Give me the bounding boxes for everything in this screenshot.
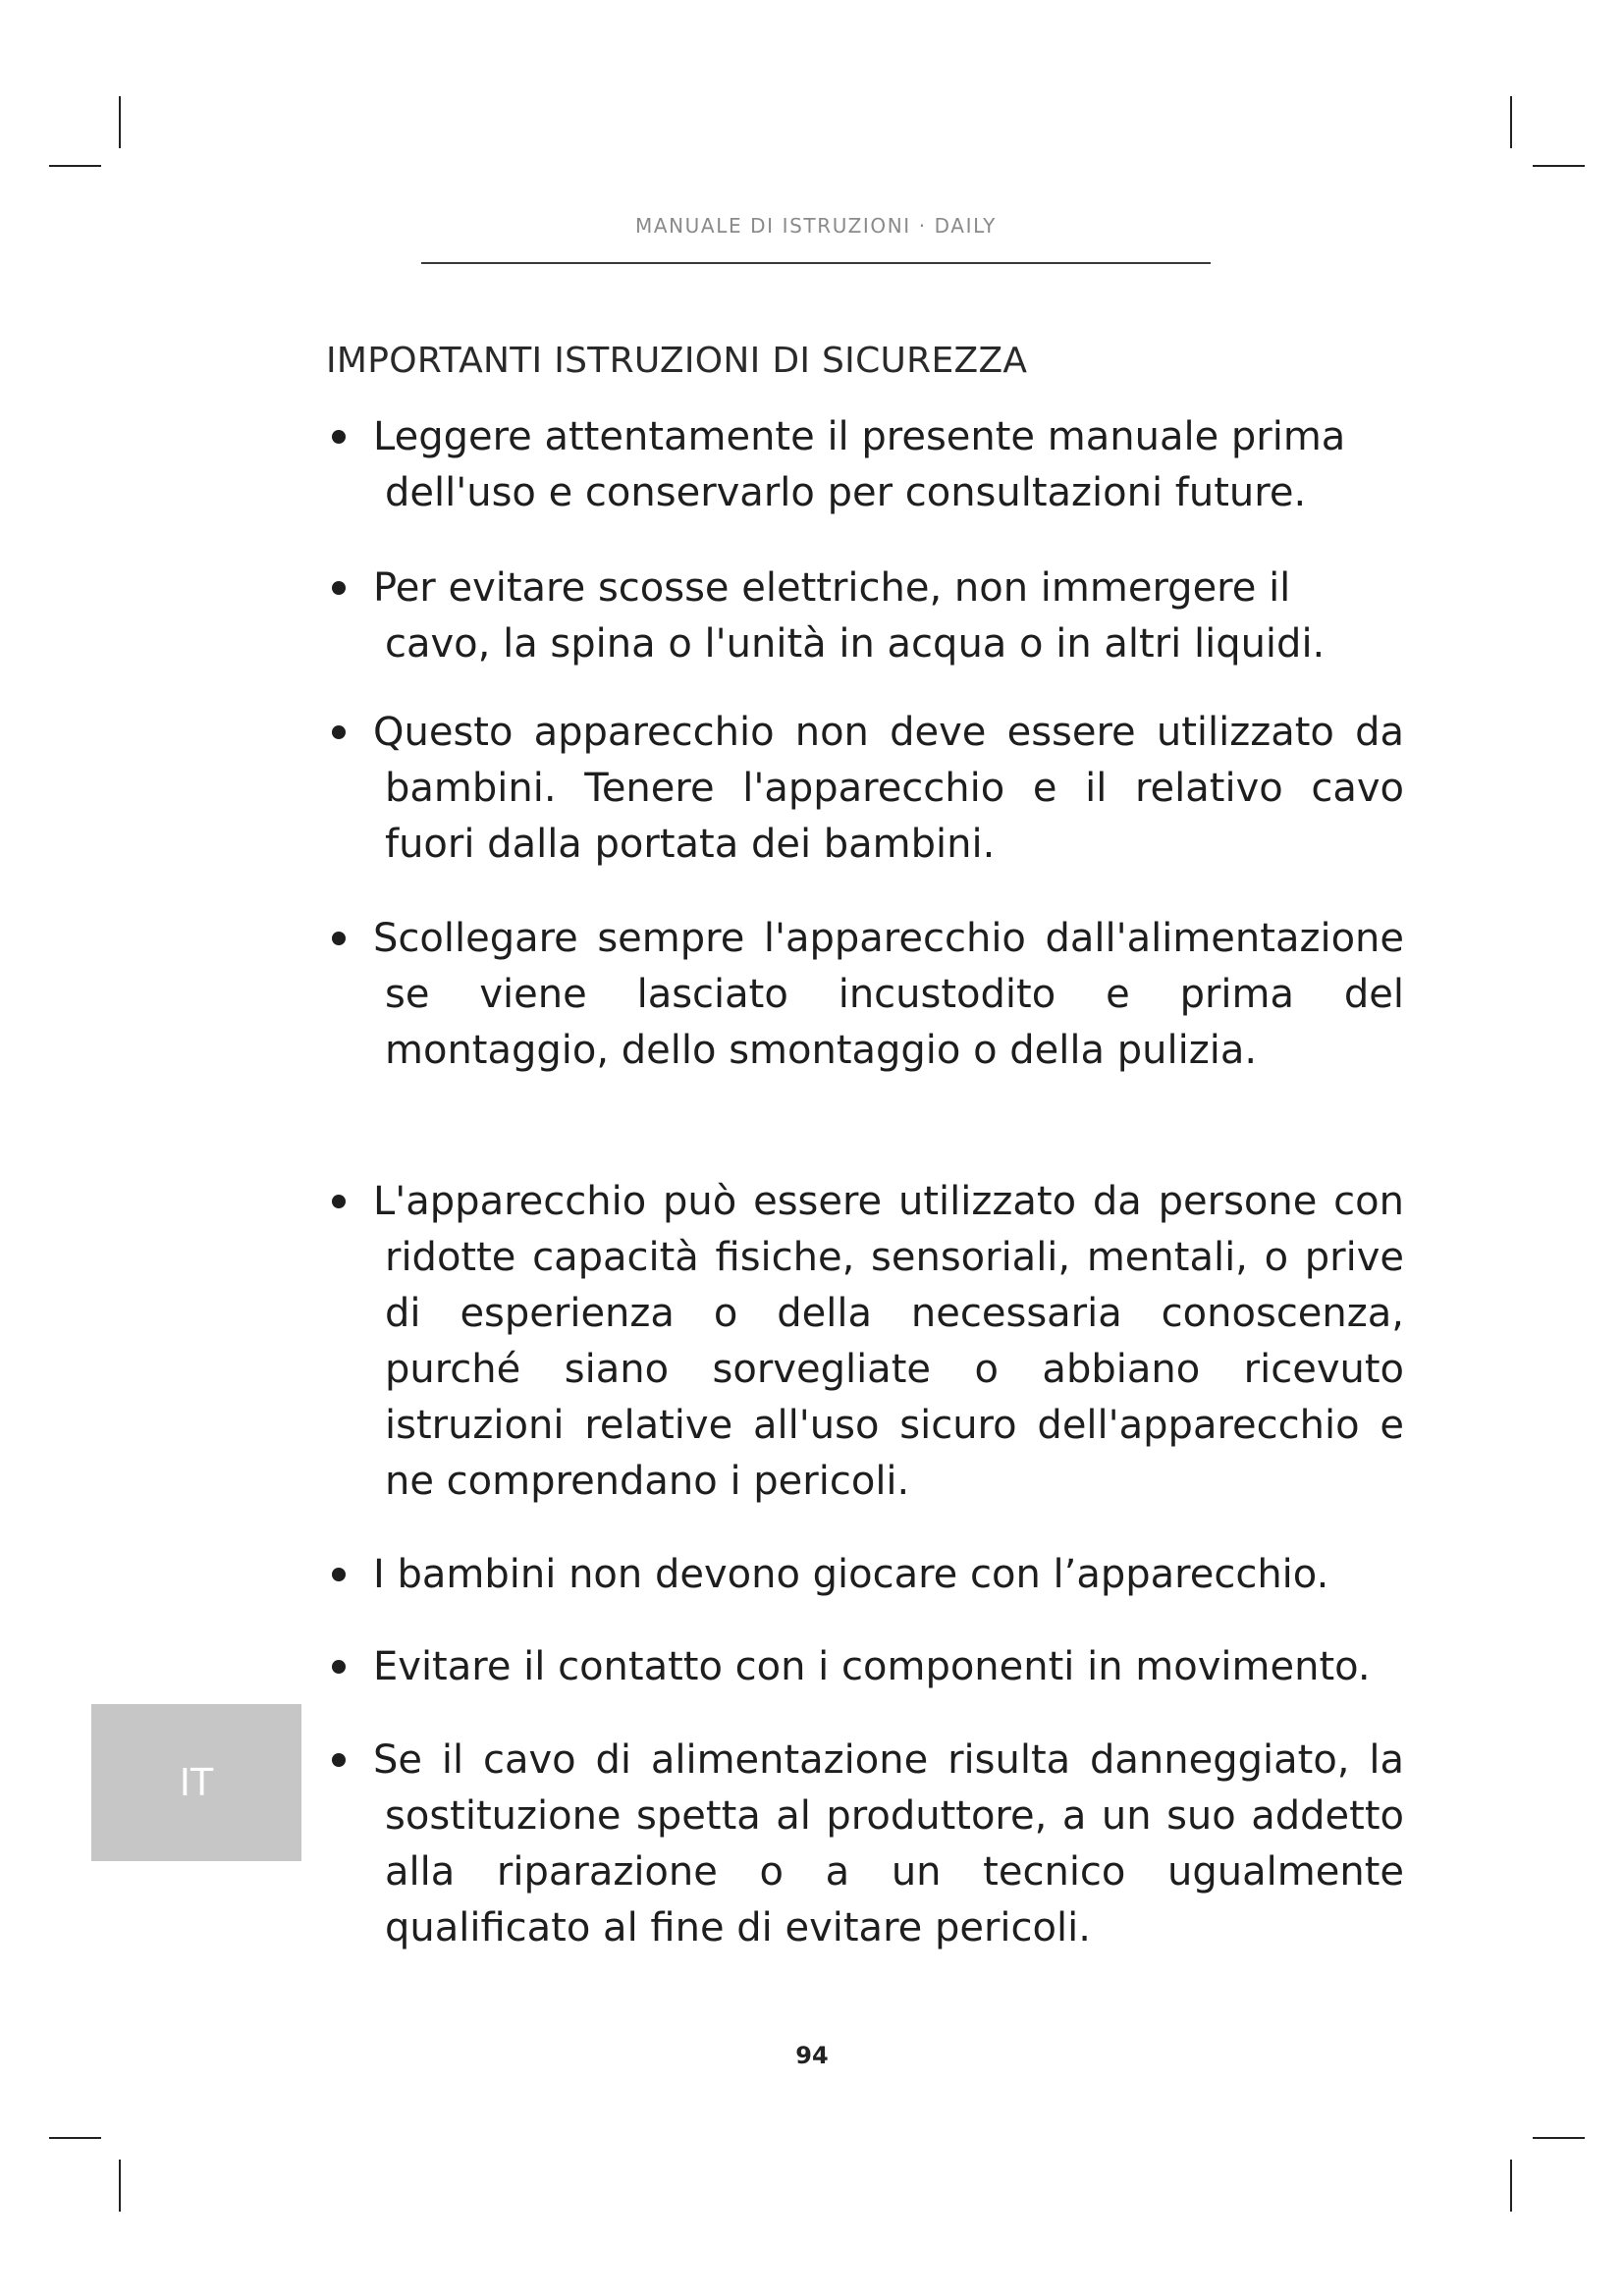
- list-item-text: Evitare il contatto con i componenti in movimento.: [373, 1644, 1371, 1689]
- header-rule: [421, 262, 1211, 264]
- crop-mark-bottom-right-vertical: [1510, 2160, 1512, 2212]
- crop-mark-top-right-vertical: [1510, 96, 1512, 148]
- list-item: [326, 409, 1404, 521]
- bullet-icon: [332, 932, 346, 945]
- bullet-icon: [332, 1753, 346, 1767]
- list-item-text: Questo apparecchio non deve essere utilizzato da bambini. Tenere l'apparecchio e il relativo cavo fuori dalla portata dei bambini.: [373, 710, 1404, 867]
- list-item-text: L'apparecchio può essere utilizzato da persone con ridotte capacità fisiche, sensoriali, mentali, o prive di esperienza o della necessaria conoscenza, purché siano sorvegliate o abbiano ricevuto istruzioni relative all'uso sicuro dell'apparecchio e ne comprendano i pericoli.: [373, 1179, 1404, 1504]
- list-item-text: Leggere attentamente il presente manuale prima dell'uso e conservarlo per consultazioni future.: [373, 414, 1346, 515]
- crop-mark-top-left-horizontal: [49, 165, 101, 167]
- list-item: [326, 1174, 1404, 1510]
- language-tab-label: IT: [179, 1761, 214, 1804]
- bullet-icon: [332, 1660, 346, 1674]
- list-item: [326, 1733, 1404, 1956]
- list-item: [326, 1639, 1404, 1695]
- crop-mark-top-left-vertical: [119, 96, 121, 148]
- list-item-text: Per evitare scosse elettriche, non immergere il cavo, la spina o l'unità in acqua o in altri liquidi.: [373, 565, 1326, 667]
- list-item: [326, 705, 1404, 873]
- bullet-icon: [332, 1195, 346, 1208]
- list-item-text: Scollegare sempre l'apparecchio dall'alimentazione se viene lasciato incustodito e prima del montaggio, dello smontaggio o della pulizia.: [373, 916, 1404, 1073]
- crop-mark-bottom-right-horizontal: [1533, 2137, 1585, 2139]
- bullet-icon: [332, 1568, 346, 1581]
- list-item: [326, 911, 1404, 1079]
- crop-mark-bottom-left-horizontal: [49, 2137, 101, 2139]
- list-item-text: Se il cavo di alimentazione risulta danneggiato, la sostituzione spetta al produttore, a un suo addetto alla riparazione o a un tecnico ugualmente qualificato al fine di evitare pericoli.: [373, 1737, 1404, 1950]
- bullet-icon: [332, 581, 346, 595]
- bullet-icon: [332, 430, 346, 444]
- crop-mark-top-right-horizontal: [1533, 165, 1585, 167]
- bullet-icon: [332, 725, 346, 739]
- language-tab: [91, 1704, 301, 1861]
- section-title: IMPORTANTI ISTRUZIONI DI SICUREZZA: [326, 341, 1028, 381]
- crop-mark-bottom-left-vertical: [119, 2160, 121, 2212]
- list-item-text: I bambini non devono giocare con l’apparecchio.: [373, 1552, 1329, 1597]
- running-header: MANUALE DI ISTRUZIONI · DAILY: [634, 214, 997, 238]
- page-number: 94: [795, 2042, 829, 2069]
- list-item: [326, 561, 1404, 672]
- list-item: [326, 1547, 1404, 1603]
